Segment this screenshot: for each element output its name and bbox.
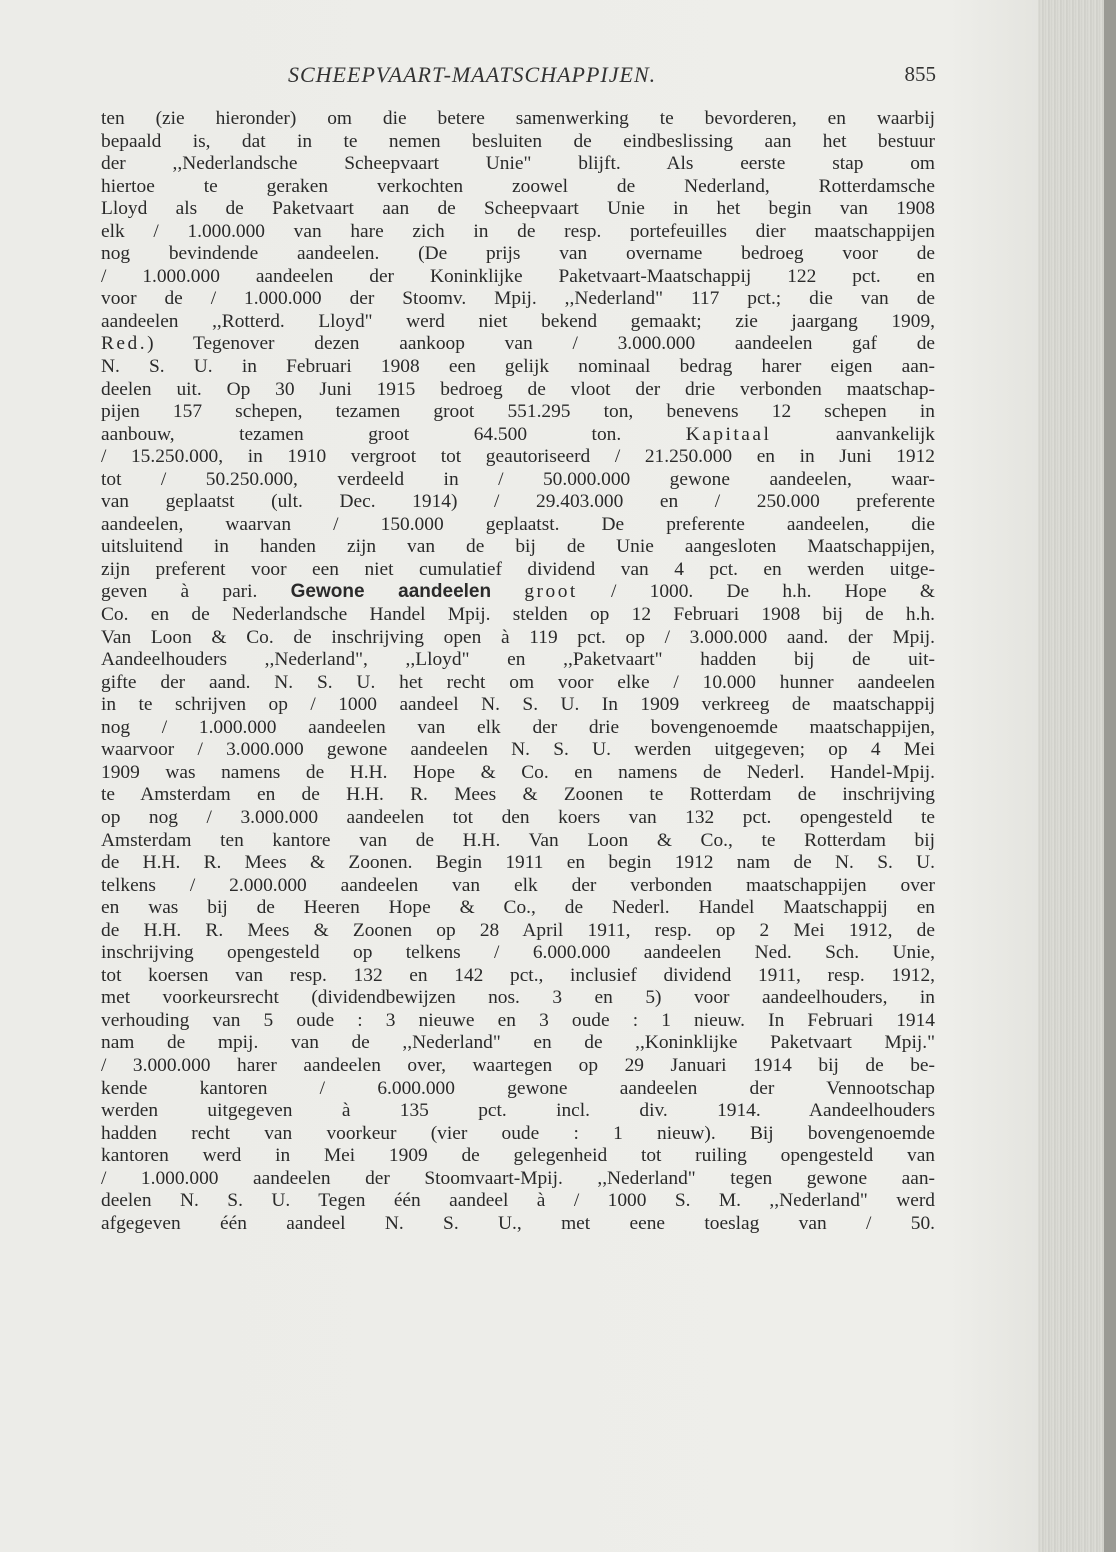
text-line: met voorkeursrecht (dividendbewijzen nos. 3 en 5) voor aandeelhouders, in: [101, 987, 935, 1009]
text-line: elk / 1.000.000 van hare zich in de resp. portefeuilles dier maatschappijen: [101, 220, 935, 242]
text-line: deelen N. S. U. Tegen één aandeel à / 1000 S. M. ,,Nederland" werd: [101, 1190, 935, 1212]
spaced-word-red: Red.: [101, 333, 148, 355]
text-line: kantoren werd in Mei 1909 de gelegenheid tot ruiling opengesteld van: [101, 1145, 935, 1167]
spaced-word-groot: groot: [524, 581, 578, 603]
text-line: uitsluitend in handen zijn van de bij de Unie aangesloten Maatschappijen,: [101, 536, 935, 558]
text-line: tot / 50.250.000, verdeeld in / 50.000.000 gewone aandeelen, waar-: [101, 468, 935, 490]
text-line: Amsterdam ten kantore van de H.H. Van Loon & Co., te Rotterdam bij: [101, 829, 935, 851]
text-line: de H.H. R. Mees & Zoonen op 28 April 1911, resp. op 2 Mei 1912, de: [101, 919, 935, 941]
text-line: Van Loon & Co. de inschrijving open à 119 pct. op / 3.000.000 aand. der Mpij.: [101, 626, 935, 648]
text-line: inschrijving opengesteld op telkens / 6.000.000 aandeelen Ned. Sch. Unie,: [101, 942, 935, 964]
running-head: SCHEEPVAART-MAATSCHAPPIJEN.: [288, 62, 657, 87]
text-line: van geplaatst (ult. Dec. 1914) / 29.403.000 en / 250.000 preferente: [101, 491, 935, 513]
section-heading-gewone-aandeelen: Gewone aandeelen: [290, 581, 492, 603]
text-line: tot koersen van resp. 132 en 142 pct., inclusief dividend 1911, resp. 1912,: [101, 964, 935, 986]
page-header: [100, 62, 936, 90]
text-line: Lloyd als de Paketvaart aan de Scheepvaart Unie in het begin van 1908: [101, 198, 935, 220]
text-line: 1909 was namens de H.H. Hope & Co. en namens de Nederl. Handel-Mpij.: [101, 761, 935, 783]
text-line: werden uitgegeven à 135 pct. incl. div. 1914. Aandeelhouders: [101, 1100, 935, 1122]
text-line: / 1.000.000 aandeelen der Koninklijke Paketvaart-Maatschappij 122 pct. en: [101, 265, 935, 287]
text-line: te Amsterdam en de H.H. R. Mees & Zoonen te Rotterdam de inschrijving: [101, 784, 935, 806]
text-line: aandeelen ,,Rotterd. Lloyd" werd niet bekend gemaakt; zie jaargang 1909,: [101, 310, 935, 332]
text-line: Aandeelhouders ,,Nederland", ,,Lloyd" en ,,Paketvaart" hadden bij de uit-: [101, 649, 935, 671]
text-line: afgegeven één aandeel N. S. U., met eene toeslag van / 50.: [101, 1212, 935, 1234]
text-line: hiertoe te geraken verkochten zoowel de Nederland, Rotterdamsche: [101, 175, 935, 197]
text-line: in te schrijven op / 1000 aandeel N. S. U. In 1909 verkreeg de maatschappij: [101, 694, 935, 716]
text-line: geven à pari. Gewone aandeelen groot / 1000. De h.h. Hope &: [101, 581, 935, 603]
spine-shadow: [1104, 0, 1116, 1552]
text-line: nog bevindende aandeelen. (De prijs van overname bedroeg voor de: [101, 243, 935, 265]
text-line: pijen 157 schepen, tezamen groot 551.295 ton, benevens 12 schepen in: [101, 401, 935, 423]
text-line: zijn preferent voor een niet cumulatief dividend van 4 pct. en werden uitge-: [101, 558, 935, 580]
text-line: Red.) Tegenover dezen aankoop van / 3.000.000 aandeelen gaf de: [101, 333, 935, 355]
text-line: waarvoor / 3.000.000 gewone aandeelen N. S. U. werden uitgegeven; op 4 Mei: [101, 739, 935, 761]
text-line: deelen uit. Op 30 Juni 1915 bedroeg de vloot der drie verbonden maatschap-: [101, 378, 935, 400]
text-line: bepaald is, dat in te nemen besluiten de eindbeslissing aan het bestuur: [101, 130, 935, 152]
text-line: nam de mpij. van de ,,Nederland" en de ,,Koninklijke Paketvaart Mpij.": [101, 1032, 935, 1054]
text-line: / 3.000.000 harer aandeelen over, waartegen op 29 Januari 1914 bij de be-: [101, 1054, 935, 1076]
page-number: 855: [904, 62, 936, 86]
text-line: telkens / 2.000.000 aandeelen van elk der verbonden maatschappijen over: [101, 874, 935, 896]
text-line: kende kantoren / 6.000.000 gewone aandeelen der Vennootschap: [101, 1077, 935, 1099]
body-text: [101, 108, 935, 1235]
text-line: / 1.000.000 aandeelen der Stoomvaart-Mpij. ,,Nederland" tegen gewone aan-: [101, 1167, 935, 1189]
text-line: N. S. U. in Februari 1908 een gelijk nominaal bedrag harer eigen aan-: [101, 356, 935, 378]
text-line: gifte der aand. N. S. U. het recht om voor elke / 10.000 hunner aandeelen: [101, 671, 935, 693]
text-line: nog / 1.000.000 aandeelen van elk der drie bovengenoemde maatschappijen,: [101, 716, 935, 738]
text-line: op nog / 3.000.000 aandeelen tot den koers van 132 pct. opengesteld te: [101, 806, 935, 828]
text-line: aandeelen, waarvan / 150.000 geplaatst. De preferente aandeelen, die: [101, 513, 935, 535]
text-line: hadden recht van voorkeur (vier oude : 1 nieuw). Bij bovengenoemde: [101, 1122, 935, 1144]
text-line: ten (zie hieronder) om die betere samenwerking te bevorderen, en waarbij: [101, 108, 935, 129]
text-line: de H.H. R. Mees & Zoonen. Begin 1911 en begin 1912 nam de N. S. U.: [101, 852, 935, 874]
text-line: / 15.250.000, in 1910 vergroot tot geautoriseerd / 21.250.000 en in Juni 1912: [101, 446, 935, 468]
text-line: voor de / 1.000.000 der Stoomv. Mpij. ,,Nederland" 117 pct.; die van de: [101, 288, 935, 310]
text-line: Co. en de Nederlandsche Handel Mpij. stelden op 12 Februari 1908 bij de h.h.: [101, 604, 935, 626]
text-line: der ,,Nederlandsche Scheepvaart Unie" blijft. Als eerste stap om: [101, 153, 935, 175]
text-line: en was bij de Heeren Hope & Co., de Nederl. Handel Maatschappij en: [101, 897, 935, 919]
text-line: verhouding van 5 oude : 3 nieuwe en 3 oude : 1 nieuw. In Februari 1914: [101, 1009, 935, 1031]
spaced-word-kapitaal: Kapitaal: [685, 423, 772, 445]
text-line: aanbouw, tezamen groot 64.500 ton. Kapitaal aanvankelijk: [101, 423, 935, 445]
